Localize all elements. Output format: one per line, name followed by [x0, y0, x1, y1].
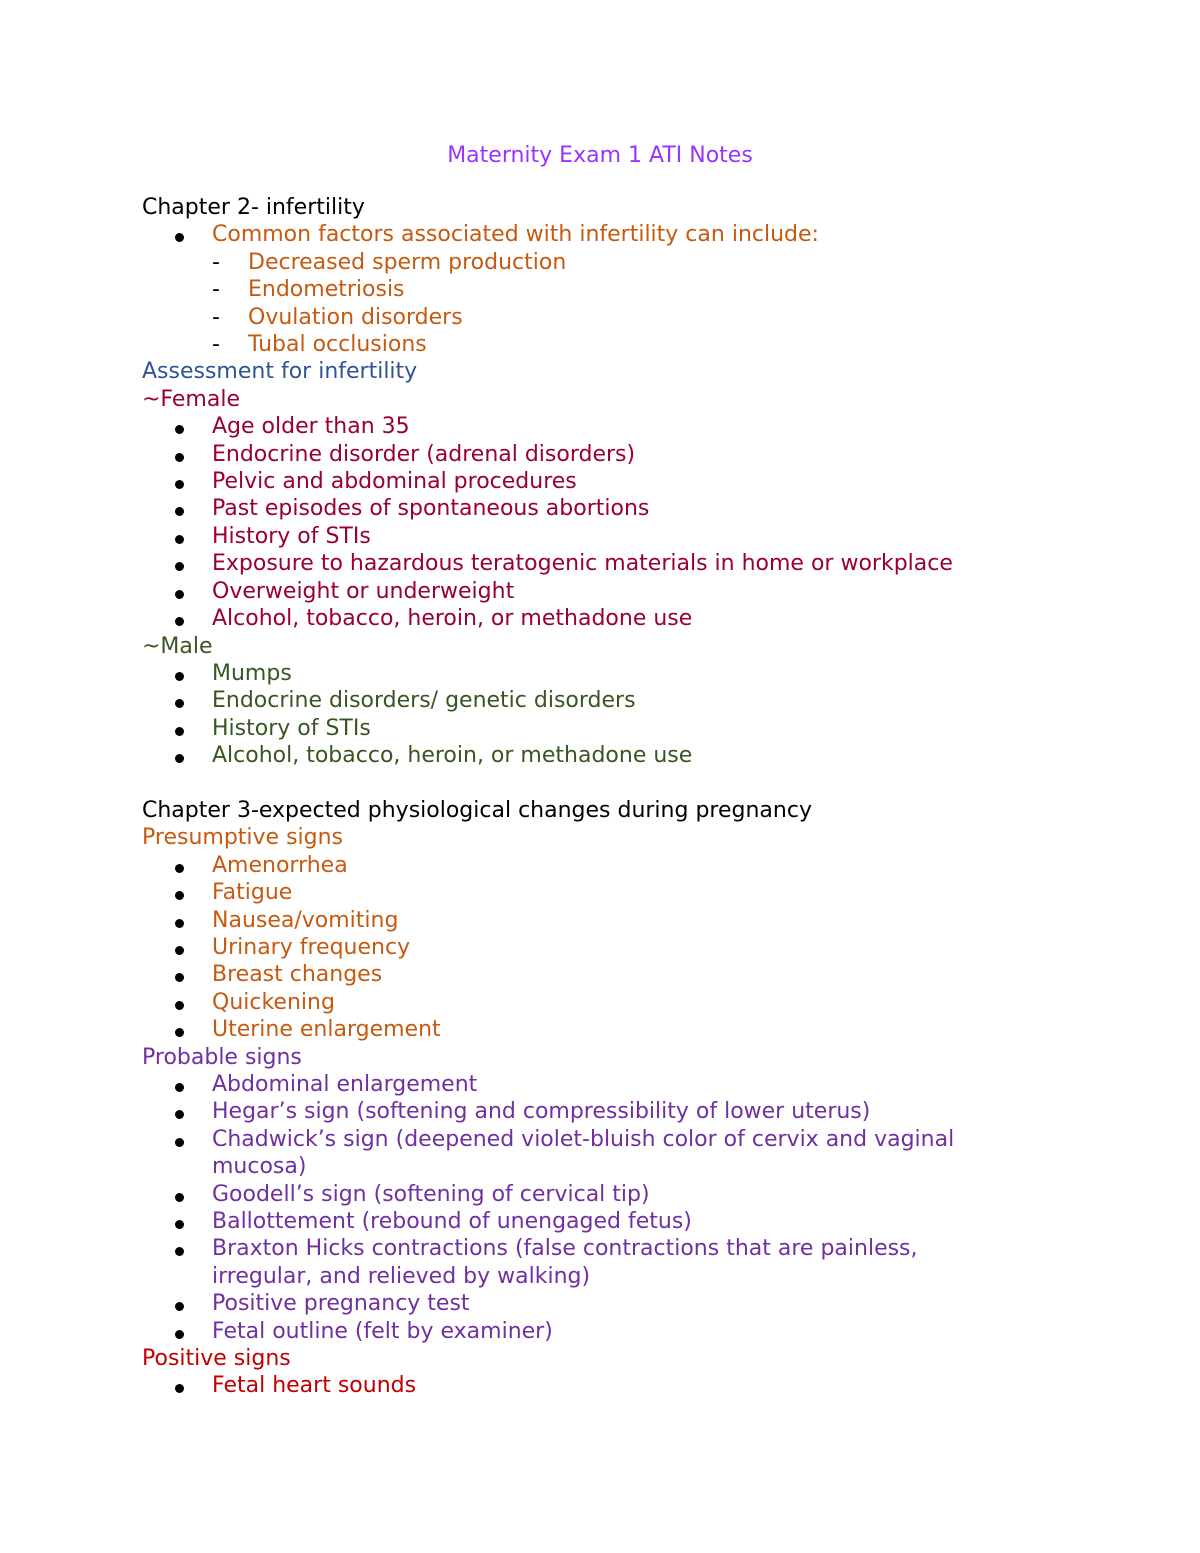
bullet-icon	[175, 1138, 184, 1147]
bullet-icon	[175, 754, 184, 763]
bullet-icon	[175, 535, 184, 544]
list-item: Overweight or underweight	[142, 578, 1102, 605]
list-item: Goodell’s sign (softening of cervical tip)	[142, 1181, 1102, 1208]
list-item: Endocrine disorder (adrenal disorders)	[142, 441, 1102, 468]
presumptive-list	[142, 852, 1102, 1044]
female-list	[142, 413, 1102, 632]
list-item: Fatigue	[142, 879, 1102, 906]
list-item: Chadwick’s sign (deepened violet-bluish color of cervix and vaginal mucosa)	[142, 1126, 1022, 1181]
list-item: - Decreased sperm production	[212, 249, 567, 275]
bullet-icon	[175, 590, 184, 599]
bullet-icon	[175, 973, 184, 982]
bullet-icon	[175, 480, 184, 489]
bullet-icon	[175, 1302, 184, 1311]
list-item: Common factors associated with infertility can include:	[142, 221, 1102, 248]
list-item: Amenorrhea	[142, 852, 1102, 879]
chapter-2-heading: Chapter 2- infertility	[142, 195, 365, 220]
document-title: Maternity Exam 1 ATI Notes	[447, 143, 753, 168]
male-heading: ~Male	[142, 633, 213, 659]
assessment-heading: Assessment for infertility	[142, 359, 418, 385]
bullet-icon	[175, 1110, 184, 1119]
list-item: Nausea/vomiting	[142, 907, 1102, 934]
bullet-icon	[175, 946, 184, 955]
female-heading: ~Female	[142, 386, 240, 412]
bullet-icon	[175, 1193, 184, 1202]
bullet-icon	[175, 1247, 184, 1256]
dash-icon: -	[212, 249, 220, 275]
bullet-icon	[175, 233, 184, 242]
bullet-icon	[175, 425, 184, 434]
bullet-icon	[175, 562, 184, 571]
male-list	[142, 660, 1102, 770]
list-item: History of STIs	[142, 715, 1102, 742]
list-item: Braxton Hicks contractions (false contractions that are painless, irregular, and relieved by walking)	[142, 1235, 1022, 1290]
list-item: Past episodes of spontaneous abortions	[142, 495, 1102, 522]
bullet-icon	[175, 891, 184, 900]
chapter-3-heading: Chapter 3-expected physiological changes during pregnancy	[142, 797, 812, 823]
list-item: Hegar’s sign (softening and compressibility of lower uterus)	[142, 1098, 1102, 1125]
list-item: Alcohol, tobacco, heroin, or methadone use	[142, 742, 1102, 769]
positive-heading: Positive signs	[142, 1346, 291, 1372]
bullet-icon	[175, 507, 184, 516]
probable-list	[142, 1071, 1102, 1345]
bullet-icon	[175, 1220, 184, 1229]
list-item: Age older than 35	[142, 413, 1102, 440]
list-item: Fetal heart sounds	[142, 1372, 1102, 1399]
list-item: Mumps	[142, 660, 1102, 687]
bullet-icon	[175, 1330, 184, 1339]
bullet-icon	[175, 864, 184, 873]
bullet-icon	[175, 1384, 184, 1393]
bullet-icon	[175, 1001, 184, 1010]
factors-list	[142, 221, 1102, 248]
bullet-icon	[175, 1083, 184, 1092]
list-item: Quickening	[142, 989, 1102, 1016]
list-item: Endocrine disorders/ genetic disorders	[142, 687, 1102, 714]
bullet-icon	[175, 617, 184, 626]
list-item: History of STIs	[142, 523, 1102, 550]
bullet-icon	[175, 919, 184, 928]
document-body	[142, 194, 1102, 1400]
list-item: Exposure to hazardous teratogenic materials in home or workplace	[142, 550, 1102, 577]
probable-heading: Probable signs	[142, 1044, 302, 1070]
factors-sublist	[142, 249, 1102, 359]
bullet-icon	[175, 453, 184, 462]
bullet-icon	[175, 1028, 184, 1037]
list-item: Ballottement (rebound of unengaged fetus)	[142, 1208, 1102, 1235]
dash-icon: -	[212, 304, 220, 330]
list-item: Fetal outline (felt by examiner)	[142, 1318, 1102, 1345]
dash-icon: -	[212, 332, 220, 358]
bullet-icon	[175, 699, 184, 708]
positive-list	[142, 1372, 1102, 1399]
list-item: Pelvic and abdominal procedures	[142, 468, 1102, 495]
dash-icon: -	[212, 277, 220, 303]
spacer	[142, 770, 1102, 797]
list-item: Uterine enlargement	[142, 1016, 1102, 1043]
list-item: Abdominal enlargement	[142, 1071, 1102, 1098]
list-item: Positive pregnancy test	[142, 1290, 1102, 1317]
list-item: - Tubal occlusions	[212, 332, 427, 358]
presumptive-heading: Presumptive signs	[142, 825, 344, 851]
list-item: Breast changes	[142, 961, 1102, 988]
list-item: Alcohol, tobacco, heroin, or methadone use	[142, 605, 1102, 632]
list-item: - Ovulation disorders	[212, 304, 463, 330]
list-item: Urinary frequency	[142, 934, 1102, 961]
bullet-icon	[175, 672, 184, 681]
bullet-icon	[175, 727, 184, 736]
list-item: - Endometriosis	[212, 277, 405, 303]
